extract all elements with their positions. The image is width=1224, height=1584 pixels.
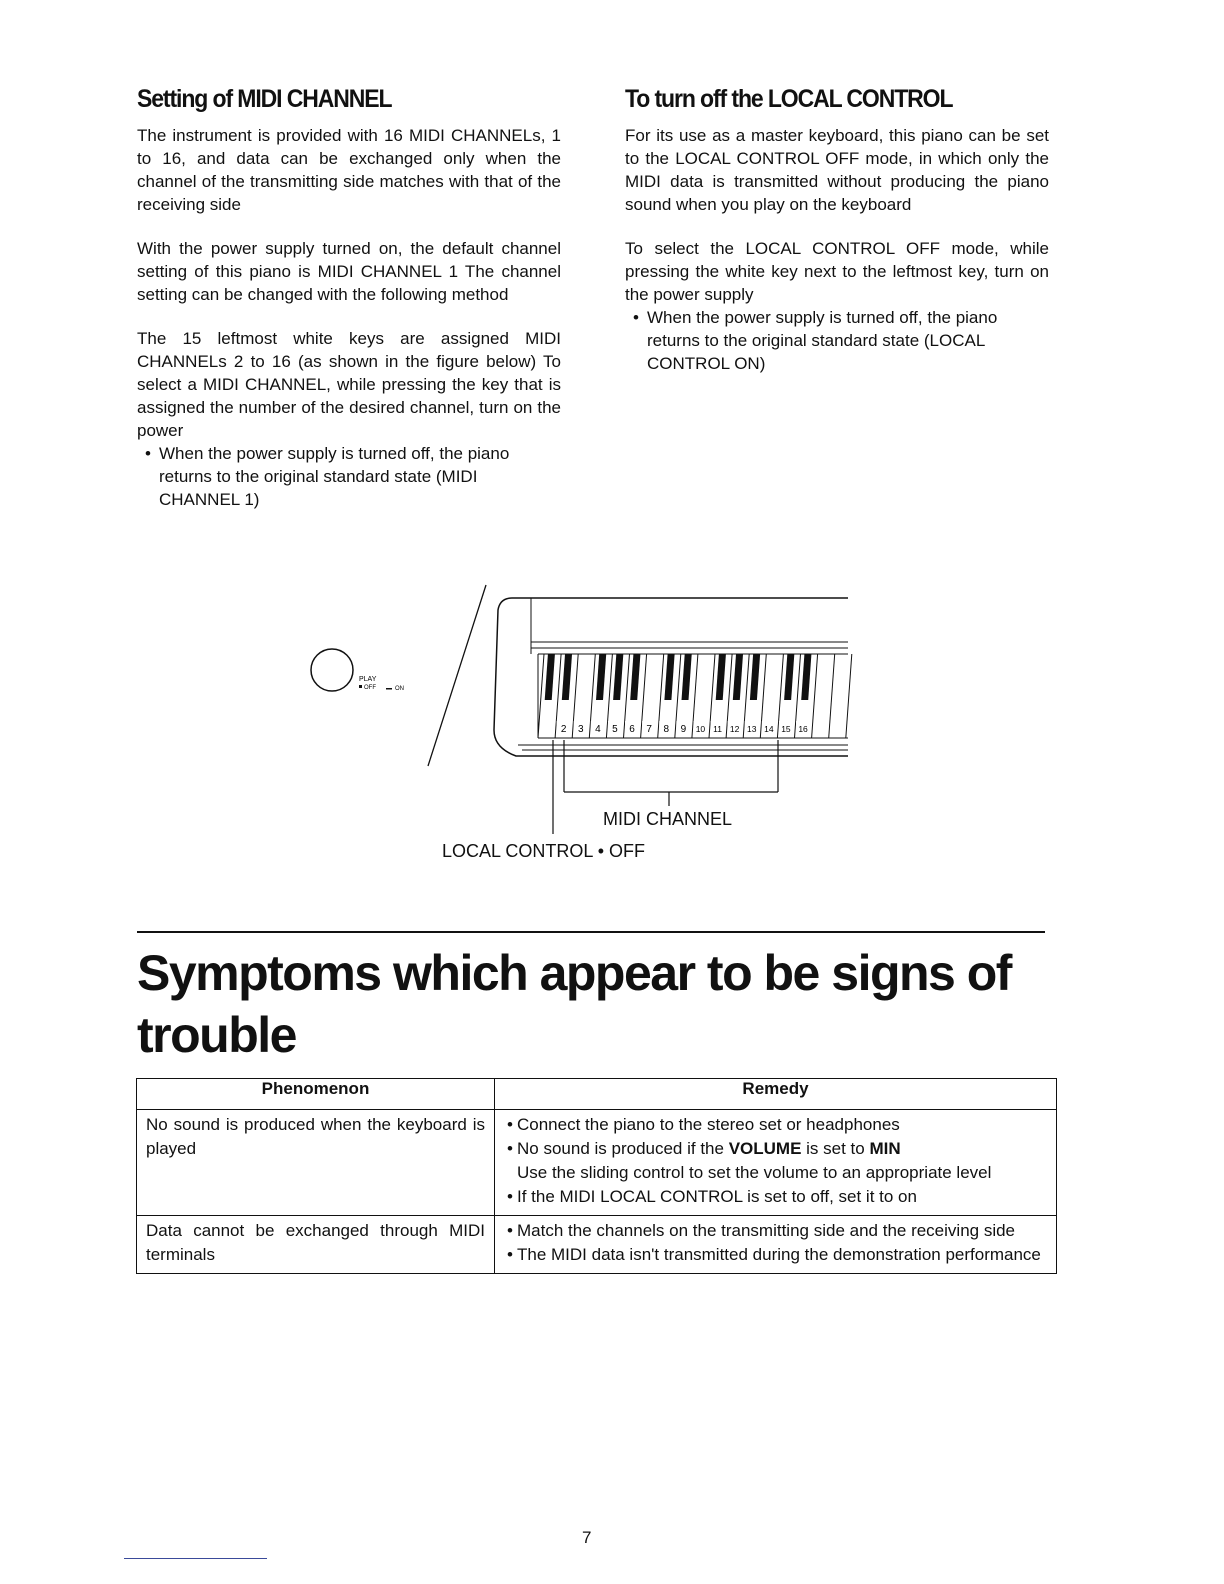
remedy-item bbox=[504, 1137, 1047, 1161]
phenomenon-cell: No sound is produced when the keyboard is played bbox=[137, 1110, 495, 1216]
local-control-section bbox=[625, 85, 1049, 375]
midi-channel-label: MIDI CHANNEL bbox=[603, 809, 733, 829]
midi-channel-para-2: With the power supply turned on, the default channel setting of this piano is MIDI CHANNEL 1 The channel setting can be changed with the following method bbox=[137, 239, 561, 304]
troubleshooting-title: Symptoms which appear to be signs of trouble bbox=[137, 945, 1011, 1063]
key-number-label: 12 bbox=[729, 724, 740, 734]
table-row bbox=[137, 1110, 1057, 1216]
table-header-row bbox=[137, 1079, 1057, 1110]
black-key bbox=[545, 654, 555, 700]
midi-channel-section bbox=[137, 85, 561, 511]
remedy-continuation: Use the sliding control to set the volume to an appropriate level bbox=[517, 1163, 992, 1182]
off-marker-icon bbox=[359, 685, 362, 688]
key-number-label: 8 bbox=[663, 724, 670, 735]
key-number-label: 6 bbox=[629, 724, 635, 735]
key-number-label: 2 bbox=[560, 724, 567, 735]
local-control-para-1: For its use as a master keyboard, this piano can be set to the LOCAL CONTROL OFF mode, in which only the MIDI data is transmitted without producing the piano sound when you play on the keyboard bbox=[625, 126, 1049, 214]
key-number-label: 11 bbox=[713, 724, 722, 734]
key-number-label: 7 bbox=[646, 724, 652, 735]
midi-channel-para-3: The 15 leftmost white keys are assigned MIDI CHANNELs 2 to 16 (as shown in the figure below) To select a MIDI CHANNEL, while pressing the key that is assigned the number of the desired channel, turn on the power bbox=[137, 329, 561, 440]
table-row bbox=[137, 1216, 1057, 1274]
white-key-edge bbox=[829, 654, 835, 738]
volume-keyword: VOLUME bbox=[728, 1139, 802, 1158]
off-label: OFF bbox=[364, 685, 376, 691]
key-number-label: 9 bbox=[680, 724, 687, 735]
black-key bbox=[562, 654, 572, 700]
keyboard-diagram bbox=[300, 580, 880, 870]
key-number-label: 15 bbox=[781, 724, 791, 734]
page-number: 7 bbox=[582, 1528, 592, 1547]
keyboard-illustration bbox=[300, 580, 880, 870]
black-key bbox=[733, 654, 743, 700]
remedy-item: • If the MIDI LOCAL CONTROL is set to off, set it to on bbox=[504, 1185, 1047, 1209]
remedy-text: is set to bbox=[801, 1139, 870, 1158]
black-key bbox=[664, 654, 674, 700]
troubleshooting-table bbox=[136, 1078, 1057, 1274]
remedy-item: • Connect the piano to the stereo set or headphones bbox=[504, 1113, 1047, 1137]
black-key bbox=[682, 654, 692, 700]
key-number-label: 4 bbox=[595, 724, 601, 735]
footer-line bbox=[124, 1558, 267, 1559]
black-key bbox=[750, 654, 760, 700]
key-number-label: 14 bbox=[764, 724, 774, 734]
min-keyword: MIN bbox=[869, 1139, 901, 1158]
remedy-cell bbox=[495, 1110, 1057, 1216]
on-label: ON bbox=[395, 686, 404, 692]
white-key-edge bbox=[538, 654, 544, 738]
remedy-item: • Match the channels on the transmitting side and the receiving side bbox=[504, 1219, 1047, 1243]
phenomenon-cell: Data cannot be exchanged through MIDI terminals bbox=[137, 1216, 495, 1274]
black-key bbox=[630, 654, 640, 700]
play-label: PLAY bbox=[359, 676, 377, 683]
black-key bbox=[801, 654, 811, 700]
midi-channel-para-1: The instrument is provided with 16 MIDI CHANNELs, 1 to 16, and data can be exchanged only when the channel of the transmitting side matches with that of the receiving side bbox=[137, 126, 561, 214]
power-button-icon bbox=[311, 649, 353, 691]
key-number-label: 10 bbox=[695, 724, 706, 734]
black-key bbox=[613, 654, 623, 700]
remedy-text: No sound is produced if the bbox=[517, 1139, 729, 1158]
remedy-cell bbox=[495, 1216, 1057, 1274]
local-control-para-2: To select the LOCAL CONTROL OFF mode, while pressing the white key next to the leftmost key, turn on the power supply bbox=[625, 239, 1049, 304]
on-marker-icon bbox=[386, 688, 392, 690]
black-key bbox=[784, 654, 794, 700]
key-number-label: 5 bbox=[612, 724, 618, 735]
key-number-label: 13 bbox=[747, 724, 757, 734]
header-remedy: Remedy bbox=[495, 1079, 1057, 1110]
key-numbers bbox=[557, 721, 810, 735]
local-control-off-label: LOCAL CONTROL • OFF bbox=[442, 841, 645, 861]
midi-channel-bullet: • When the power supply is turned off, the piano returns to the original standard state (MIDI CHANNEL 1) bbox=[137, 442, 561, 511]
midi-channel-title: Setting of MIDI CHANNEL bbox=[137, 85, 392, 113]
black-key bbox=[596, 654, 606, 700]
remedy-item: • The MIDI data isn't transmitted during the demonstration performance bbox=[504, 1243, 1047, 1267]
key-number-label: 3 bbox=[577, 724, 584, 735]
local-control-title: To turn off the LOCAL CONTROL bbox=[625, 85, 953, 113]
white-key-edge bbox=[846, 654, 852, 738]
key-number-label: 16 bbox=[798, 724, 808, 734]
black-key bbox=[716, 654, 726, 700]
section-divider bbox=[137, 931, 1045, 933]
local-control-bullet: • When the power supply is turned off, the piano returns to the original standard state (LOCAL CONTROL ON) bbox=[625, 306, 1049, 375]
header-phenomenon: Phenomenon bbox=[137, 1079, 495, 1110]
white-key-edge bbox=[812, 654, 818, 738]
